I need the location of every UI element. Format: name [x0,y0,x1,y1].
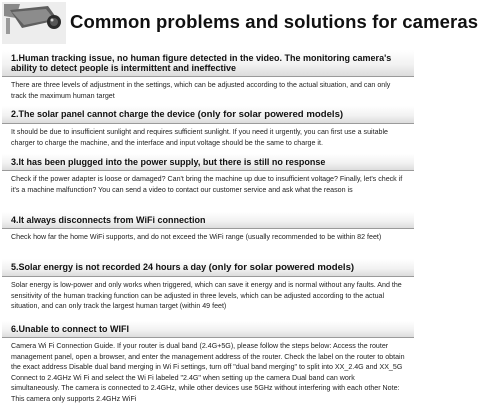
section-heading-text: 2.The solar panel cannot charge the device [11,109,196,119]
faq-section-4 [0,212,416,243]
section-heading-note: (only for solar powered models) [197,109,344,120]
section-heading [2,212,414,229]
section-body: Camera Wi Fi Connection Guide. If your router is dual band (2.4G+5G), please follow the steps below: Access the router management panel, open a browser, and enter the management address of the router. Check the label on the router to obtain the exact address Disable dual band merging in Wi Fi settings, turn off "dual band merging" to split into XX_2.4G and XX_5G Connect to 2.4GHz Wi Fi and select the Wi Fi labeled "2.4G" when setting up the camera Dual band can work simultaneously. The camera is connected to 2.4GHz, while other devices use 5GHz without interfering with each other Note: This camera only supports 2.4GHz WiFi [11,342,405,403]
section-body: Solar energy is low-power and only works when triggered, which can save it energy and is normal without any faults. And the sensitivity of the human tracking function can be adjusted in three levels, which can be adjusted according to the actual situation, and can only track the largest human target (within 49 feet) [11,281,402,311]
section-heading-text: 1.Human tracking issue, no human figure detected in the video. The monitoring camera's ability to detect people is intermittent and ineffective [11,53,392,73]
faq-section-6 [0,321,416,405]
faq-section-5 [0,259,416,312]
header [0,0,478,44]
section-heading [2,321,414,338]
faq-section-1 [0,50,416,101]
section-heading-text: 6.Unable to connect to WIFI [11,324,130,334]
section-body: There are three levels of adjustment in the settings, which can be adjusted according to the actual situation, and can only track the maximum human target [11,81,391,100]
section-heading-note: (only for solar powered models) [208,262,355,273]
section-heading-text: 3.It has been plugged into the power supply, but there is still no response [11,157,326,167]
faq-section-2 [0,106,416,148]
page-title: Common problems and solutions for cameras [70,11,478,32]
section-heading [2,50,414,77]
section-body: Check how far the home WiFi supports, and do not exceed the WiFi range (usually recommended to be within 82 feet) [11,233,382,241]
section-heading [2,106,414,124]
section-body: It should be due to insufficient sunlight and requires sufficient sunlight. If you need it urgently, you can first use a suitable charger to charge the machine, and the interface and input voltage should be the same to charge it. [11,128,388,147]
section-heading-text: 4.It always disconnects from WiFi connection [11,215,206,225]
section-heading [2,154,414,171]
faq-section-3 [0,154,416,195]
section-heading [2,259,414,277]
section-heading-text: 5.Solar energy is not recorded 24 hours a day [11,262,207,272]
security-camera-icon [2,2,66,44]
section-body: Check if the power adapter is loose or damaged? Can't bring the machine up due to insufficient voltage? Finally, let's check if it's a machine malfunction? You can send a video to contact our customer service and ask what the reason is [11,175,403,194]
